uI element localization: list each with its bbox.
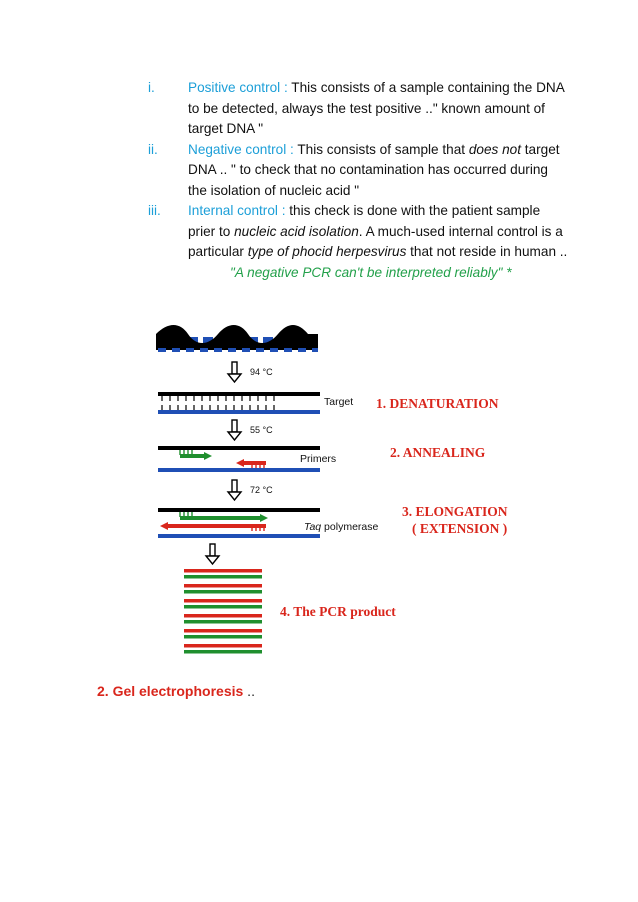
taq-label-rest: polymerase — [321, 521, 379, 533]
down-arrow-icon — [228, 420, 241, 440]
item-number: iii. — [148, 203, 161, 218]
internal-control-text-2: . A much-used internal control is a particular — [188, 223, 563, 259]
negative-control-label: Negative control : — [188, 141, 294, 157]
step-elongation: 3. ELONGATION — [402, 504, 508, 519]
step-denaturation: 1. DENATURATION — [376, 396, 499, 411]
taq-label-italic: Taq — [304, 521, 322, 533]
temp-annealing: 55 °C — [250, 425, 273, 435]
internal-control-label: Internal control : — [188, 203, 286, 218]
temp-elongation: 72 °C — [250, 485, 273, 495]
down-arrow-icon — [228, 362, 241, 382]
positive-control-label: Positive control : — [188, 80, 288, 95]
annealing-strands — [158, 446, 320, 472]
pcr-diagram — [148, 322, 548, 668]
section-title: 2. Gel electrophoresis — [97, 683, 244, 699]
primers-label: Primers — [300, 453, 337, 465]
item-number: ii. — [148, 141, 158, 157]
internal-control-text-3: that not reside in human .. — [406, 244, 568, 259]
step-annealing: 2. ANNEALING — [390, 445, 486, 460]
step-extension: ( EXTENSION ) — [412, 521, 508, 536]
pcr-quote: "A negative PCR can't be interpreted reliably" * — [230, 264, 512, 280]
negative-control-emphasis: does not — [468, 141, 521, 157]
dna-helix-icon — [156, 325, 318, 350]
item-number: i. — [148, 80, 155, 95]
temp-denaturation: 94 °C — [250, 367, 273, 377]
down-arrow-icon — [206, 544, 219, 564]
section-heading — [97, 683, 255, 699]
list-item-internal-control — [148, 201, 568, 263]
internal-control-emphasis-1: nucleic acid isolation — [234, 223, 359, 239]
step-pcr-product: 4. The PCR product — [280, 604, 396, 619]
internal-control-emphasis-2: type of phocid herpesvirus — [247, 244, 407, 259]
negative-control-text-rest: target DNA .. " to check that no contamination has occurred during the isolation of nucleic acid " — [188, 141, 560, 198]
elongation-strands — [158, 508, 320, 538]
positive-control-text: This consists of a sample containing the DNA to be detected, always the test positive .." known amount of target DNA " — [188, 80, 565, 136]
taq-polymerase-label — [304, 521, 378, 533]
down-arrow-icon — [228, 480, 241, 500]
section-title-suffix: .. — [243, 683, 255, 699]
pcr-product-strands — [184, 569, 262, 654]
negative-control-text: This consists of sample that — [293, 141, 469, 157]
control-list — [148, 78, 568, 283]
list-item-negative-control — [148, 140, 568, 202]
list-item-positive-control — [148, 78, 568, 140]
denatured-strands — [158, 392, 320, 414]
target-label: Target — [324, 396, 354, 408]
internal-control-text: this check is done with the patient sample prier to — [188, 203, 541, 239]
